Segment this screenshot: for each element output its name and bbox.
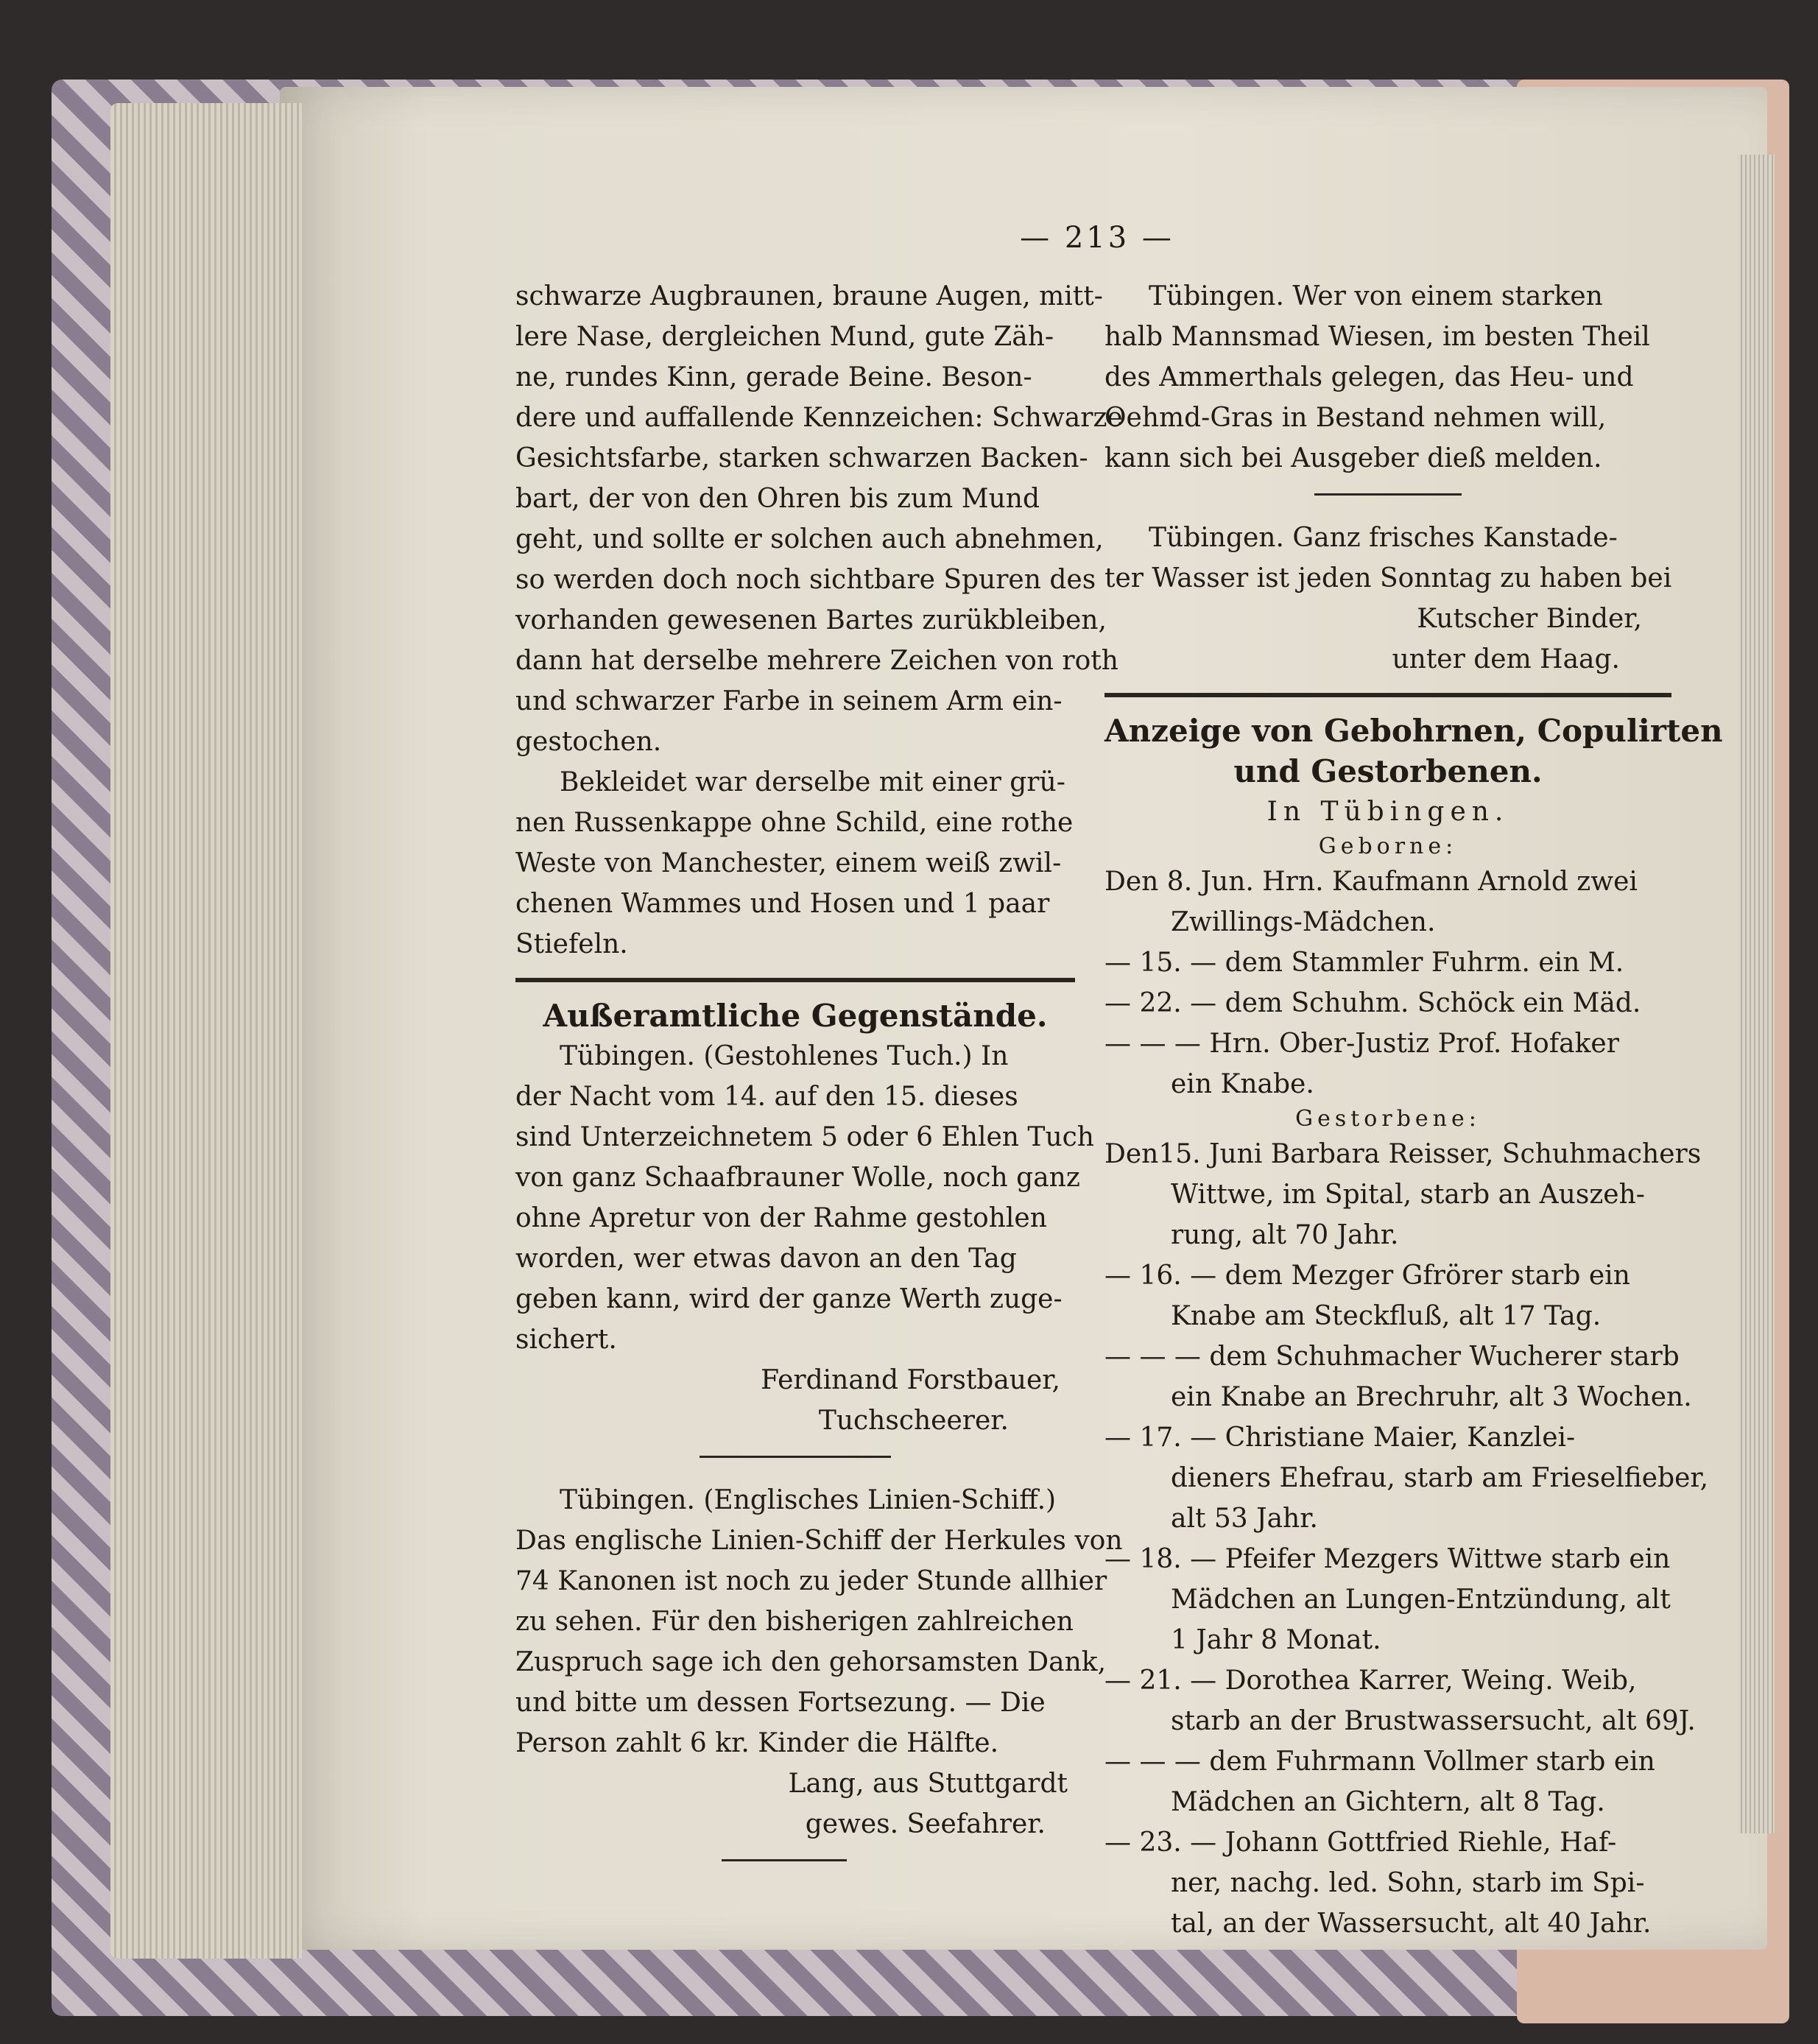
text-line: Tübingen. Ganz frisches Kanstade- (1149, 523, 1618, 553)
text-line: und schwarzer Farbe in seinem Arm ein- (515, 686, 1063, 716)
text-line: worden, wer etwas davon an den Tag (515, 1244, 1017, 1274)
text-line: Weste von Manchester, einem weiß zwil- (515, 848, 1062, 878)
signature-line: Kutscher Binder, (1417, 604, 1642, 634)
text-line: vorhanden gewesenen Bartes zurükbleiben, (515, 605, 1107, 635)
text-line: bart, der von den Ohren bis zum Mund (515, 484, 1040, 514)
signature-line: unter dem Haag. (1392, 644, 1620, 674)
end-divider (722, 1859, 847, 1861)
text-line: von ganz Schaafbrauner Wolle, noch ganz (515, 1163, 1080, 1193)
list-item: — 16. — dem Mezger Gfrörer starb ein (1104, 1261, 1630, 1291)
list-item: — — — dem Fuhrmann Vollmer starb ein (1104, 1747, 1655, 1777)
place-heading: In Tübingen. (1266, 797, 1509, 827)
births-label: Geborne: (1318, 834, 1458, 859)
section-divider (515, 978, 1075, 982)
text-line: zu sehen. Für den bisherigen zahlreichen (515, 1607, 1074, 1637)
list-item: tal, an der Wassersucht, alt 40 Jahr. (1171, 1909, 1652, 1939)
signature-line: gewes. Seefahrer. (805, 1809, 1046, 1839)
text-line: Stiefeln. (515, 929, 628, 959)
deaths-label: Gestorbene: (1295, 1106, 1481, 1132)
text-line: chenen Wammes und Hosen und 1 paar (515, 889, 1050, 919)
list-item: — — — dem Schuhmacher Wucherer starb (1104, 1342, 1680, 1372)
list-item: Zwillings-Mädchen. (1171, 907, 1436, 937)
list-item: ein Knabe an Brechruhr, alt 3 Wochen. (1171, 1382, 1692, 1412)
page-stack-right (1738, 155, 1775, 1833)
text-line: Gesichtsfarbe, starken schwarzen Backen- (515, 443, 1088, 473)
right-column (1104, 276, 1723, 1944)
list-item: Den15. Juni Barbara Reisser, Schuhmachers (1104, 1139, 1702, 1169)
list-item: alt 53 Jahr. (1171, 1504, 1318, 1534)
text-line: so werden doch noch sichtbare Spuren des (515, 565, 1096, 595)
list-item: Knabe am Steckfluß, alt 17 Tag. (1171, 1301, 1602, 1331)
text-line: Person zahlt 6 kr. Kinder die Hälfte. (515, 1728, 999, 1758)
list-item: starb an der Brustwassersucht, alt 69J. (1171, 1706, 1696, 1736)
text-line: ne, rundes Kinn, gerade Beine. Beson- (515, 362, 1032, 392)
signature-line: Tuchscheerer. (818, 1406, 1009, 1436)
text-line: Bekleidet war derselbe mit einer grü- (560, 767, 1065, 797)
text-line: kann sich bei Ausgeber dieß melden. (1104, 443, 1602, 473)
text-line: Oehmd-Gras in Bestand nehmen will, (1104, 403, 1607, 433)
notice-divider (700, 1456, 891, 1458)
page-stack-left (110, 103, 302, 1959)
text-line: der Nacht vom 14. auf den 15. dieses (515, 1082, 1018, 1112)
announcement-heading-2: und Gestorbenen. (1233, 753, 1543, 789)
announcement-heading: Anzeige von Gebohrnen, Copulirten (1104, 713, 1723, 749)
list-item: — 22. — dem Schuhm. Schöck ein Mäd. (1104, 988, 1641, 1018)
list-item: — — — Hrn. Ober-Justiz Prof. Hofaker (1104, 1029, 1619, 1059)
section-divider (1104, 693, 1671, 697)
left-column (515, 276, 1123, 1883)
text-line: und bitte um dessen Fortsezung. — Die (515, 1688, 1046, 1718)
deaths-list (1104, 1134, 1709, 1944)
list-item: Mädchen an Gichtern, alt 8 Tag. (1171, 1787, 1605, 1817)
text-line: Tübingen. (Gestohlenes Tuch.) In (560, 1041, 1009, 1071)
list-item: rung, alt 70 Jahr. (1171, 1220, 1399, 1250)
list-item: ner, nachg. led. Sohn, starb im Spi- (1171, 1868, 1645, 1898)
list-item: — 18. — Pfeifer Mezgers Wittwe starb ein (1104, 1544, 1671, 1574)
description-paragraph (515, 276, 1123, 762)
text-line: sind Unterzeichnetem 5 oder 6 Ehlen Tuch (515, 1122, 1094, 1152)
list-item: Mädchen an Lungen-Entzündung, alt (1171, 1585, 1671, 1615)
signature-line: Ferdinand Forstbauer, (761, 1365, 1060, 1395)
text-line: ter Wasser ist jeden Sonntag zu haben bei (1104, 563, 1672, 593)
text-line: Zuspruch sage ich den gehorsamsten Dank, (515, 1647, 1107, 1677)
text-line: gestochen. (515, 727, 662, 757)
page-number: — 213 — (1020, 221, 1174, 255)
list-item: ein Knabe. (1171, 1069, 1314, 1099)
text-line: ohne Apretur von der Rahme gestohlen (515, 1203, 1047, 1233)
list-item: Wittwe, im Spital, starb an Auszeh- (1171, 1180, 1645, 1210)
text-line: dere und auffallende Kennzeichen: Schwarze (515, 403, 1123, 433)
list-item: — 17. — Christiane Maier, Kanzlei- (1104, 1423, 1576, 1453)
list-item: — 23. — Johann Gottfried Riehle, Haf- (1104, 1828, 1617, 1858)
section-heading: Außeramtliche Gegenstände. (543, 998, 1048, 1034)
signature-line: Lang, aus Stuttgardt (788, 1769, 1068, 1799)
births-list (1104, 861, 1671, 1104)
text-line: sichert. (515, 1325, 617, 1355)
list-item: Den 8. Jun. Hrn. Kaufmann Arnold zwei (1104, 867, 1638, 897)
water-notice (1104, 518, 1671, 680)
text-line: Tübingen. (Englisches Linien-Schiff.) (560, 1485, 1057, 1515)
meadow-notice (1104, 276, 1671, 479)
text-line: lere Nase, dergleichen Mund, gute Zäh- (515, 322, 1054, 352)
list-item: — 21. — Dorothea Karrer, Weing. Weib, (1104, 1666, 1637, 1696)
text-line: 74 Kanonen ist noch zu jeder Stunde allhier (515, 1566, 1107, 1596)
text-line: nen Russenkappe ohne Schild, eine rothe (515, 808, 1074, 838)
text-line: schwarze Augbraunen, braune Augen, mitt- (515, 281, 1103, 311)
list-item: 1 Jahr 8 Monat. (1171, 1625, 1381, 1655)
text-line: dann hat derselbe mehrere Zeichen von roth (515, 646, 1118, 676)
theft-notice (515, 1036, 1094, 1441)
list-item: dieners Ehefrau, starb am Frieselfieber, (1171, 1463, 1709, 1493)
text-line: geben kann, wird der ganze Werth zuge- (515, 1284, 1063, 1314)
text-line: Tübingen. Wer von einem starken (1149, 281, 1603, 311)
notice-divider (1314, 493, 1462, 496)
ship-notice (515, 1480, 1123, 1844)
text-line: halb Mannsmad Wiesen, im besten Theil (1104, 322, 1650, 352)
clothing-paragraph (515, 762, 1075, 965)
text-line: des Ammerthals gelegen, das Heu- und (1104, 362, 1634, 392)
text-line: Das englische Linien-Schiff der Herkules von (515, 1526, 1123, 1556)
list-item: — 15. — dem Stammler Fuhrm. ein M. (1104, 948, 1624, 978)
text-line: geht, und sollte er solchen auch abnehmen, (515, 524, 1104, 554)
